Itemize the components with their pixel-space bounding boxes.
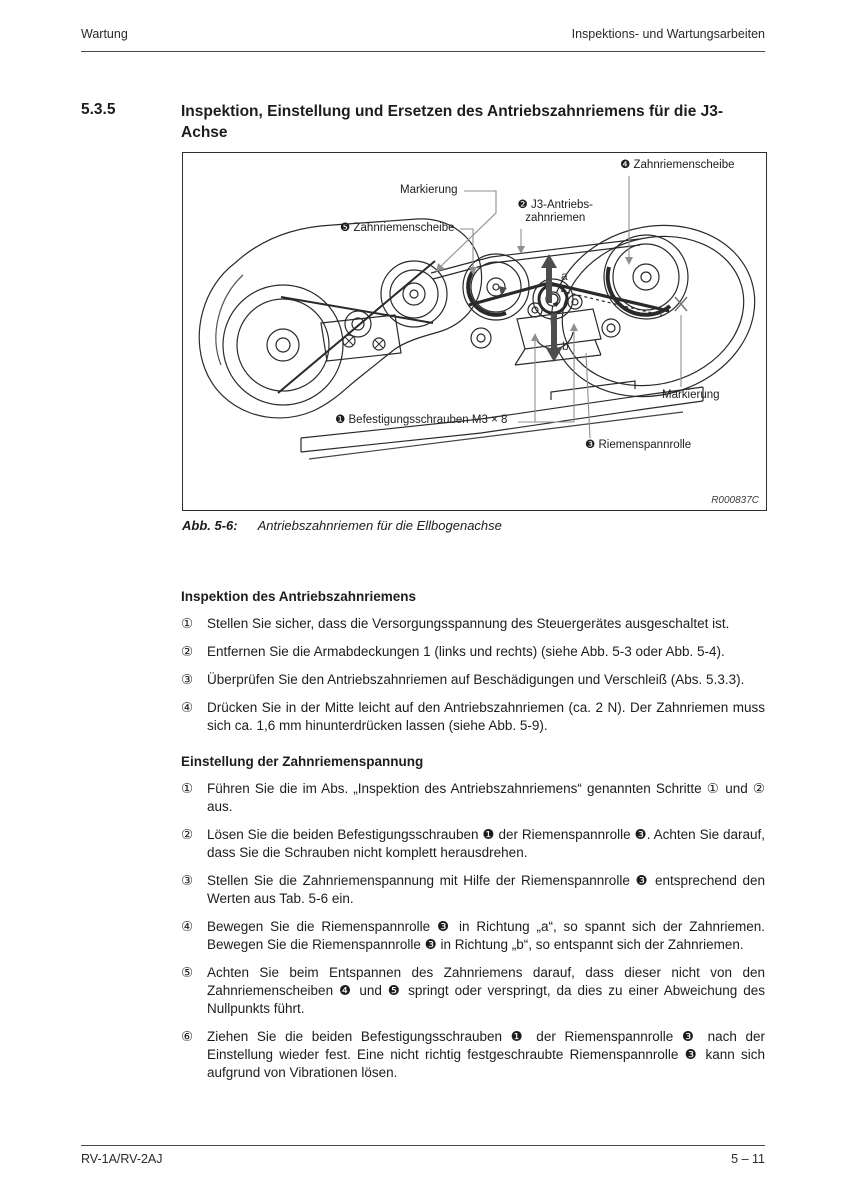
label-marking-right: Markierung	[662, 389, 720, 401]
belt-drive-drawing	[183, 153, 766, 510]
adjustment-heading: Einstellung der Zahnriemenspannung	[181, 754, 424, 769]
step-text: Achten Sie beim Entspannen des Zahnriemens darauf, dass dieser nicht von den Zahnriemenscheiben ❹ und ❺ springt oder verspringt, da dies zu einer Abweichung des Nullpunkts führt.	[207, 965, 765, 1016]
figure-ref-code: R000837C	[711, 495, 759, 506]
step-number: ②	[181, 827, 194, 842]
inspection-section	[181, 589, 765, 745]
figure-caption-label: Abb. 5-6:	[182, 518, 238, 533]
header-right: Inspektions- und Wartungsarbeiten	[571, 27, 765, 41]
step-number: ④	[181, 700, 194, 715]
label-screws: ❶ Befestigungsschrauben M3 × 8	[335, 414, 508, 426]
step-text: Stellen Sie sicher, dass die Versorgungsspannung des Steuergerätes ausgeschaltet ist.	[207, 616, 730, 631]
page-footer	[81, 1145, 765, 1166]
adjustment-step	[181, 1028, 765, 1082]
page-header	[81, 27, 765, 52]
section-number: 5.3.5	[81, 101, 116, 118]
step-text: Entfernen Sie die Armabdeckungen 1 (links und rechts) (siehe Abb. 5-3 oder Abb. 5-4).	[207, 644, 725, 659]
inspection-heading: Inspektion des Antriebszahnriemens	[181, 589, 417, 604]
footer-page-number: 5 – 11	[731, 1152, 765, 1166]
inspection-step	[181, 615, 765, 633]
step-number: ⑥	[181, 1029, 194, 1044]
figure-caption	[182, 518, 502, 533]
label-marking-top: Markierung	[400, 184, 458, 196]
step-number: ①	[181, 781, 194, 796]
step-text: Überprüfen Sie den Antriebszahnriemen auf Beschädigungen und Verschleiß (Abs. 5.3.3).	[207, 672, 745, 687]
header-left: Wartung	[81, 27, 128, 41]
label-pulley5: ❺ Zahnriemenscheibe	[340, 222, 455, 234]
step-number: ③	[181, 672, 194, 687]
inspection-step	[181, 699, 765, 735]
section-heading	[81, 101, 765, 143]
adjustment-step	[181, 826, 765, 862]
step-text: Lösen Sie die beiden Befestigungsschrauben ❶ der Riemenspannrolle ❸. Achten Sie darauf, dass Sie die Schrauben nicht komplett herausdrehen.	[207, 827, 765, 860]
step-text: Ziehen Sie die beiden Befestigungsschrauben ❶ der Riemenspannrolle ❸ nach der Einstellung wieder fest. Eine nicht richtig festgeschraubte Riemenspannrolle ❸ kann sich aufgrund von Vibrationen lösen.	[207, 1029, 765, 1080]
step-text: Stellen Sie die Zahnriemenspannung mit Hilfe der Riemenspannrolle ❸ entsprechend den Werten aus Tab. 5-6 ein.	[207, 873, 765, 906]
step-text: Bewegen Sie die Riemenspannrolle ❸ in Richtung „a“, so spannt sich der Zahnriemen. Bewegen Sie die Riemenspannrolle ❸ in Richtung „b“, so entspannt sich der Zahnriemen.	[207, 919, 765, 952]
label-belt-line1: ❷ J3-Antriebs-	[517, 199, 593, 211]
step-number: ③	[181, 873, 194, 888]
adjustment-step	[181, 780, 765, 816]
figure-belt-diagram	[182, 152, 767, 511]
inspection-step	[181, 643, 765, 661]
footer-model: RV-1A/RV-2AJ	[81, 1152, 163, 1166]
step-number: ①	[181, 616, 194, 631]
step-text: Führen Sie die im Abs. „Inspektion des Antriebszahnriemens“ genannten Schritte ① und ② aus.	[207, 781, 765, 814]
label-belt-line2: zahnriemen	[525, 212, 586, 224]
step-number: ⑤	[181, 965, 194, 980]
label-belt	[518, 199, 594, 225]
inspection-step	[181, 671, 765, 689]
section-title: Inspektion, Einstellung und Ersetzen des Antriebszahnriemens für die J3-Achse	[181, 103, 724, 141]
label-pulley4: ❹ Zahnriemenscheibe	[620, 159, 735, 171]
label-direction-b: b	[562, 339, 569, 353]
step-number: ④	[181, 919, 194, 934]
adjustment-step	[181, 918, 765, 954]
figure-caption-text: Antriebszahnriemen für die Ellbogenachse	[257, 518, 502, 533]
adjustment-section	[181, 754, 765, 1092]
step-number: ②	[181, 644, 194, 659]
adjustment-step	[181, 872, 765, 908]
label-direction-a: a	[561, 269, 568, 283]
adjustment-step	[181, 964, 765, 1018]
step-text: Drücken Sie in der Mitte leicht auf den Antriebszahnriemen (ca. 2 N). Der Zahnriemen muss sich ca. 1,6 mm hinunterdrücken lassen (siehe Abb. 5-9).	[207, 700, 765, 733]
label-tensioner: ❸ Riemenspannrolle	[585, 439, 692, 451]
